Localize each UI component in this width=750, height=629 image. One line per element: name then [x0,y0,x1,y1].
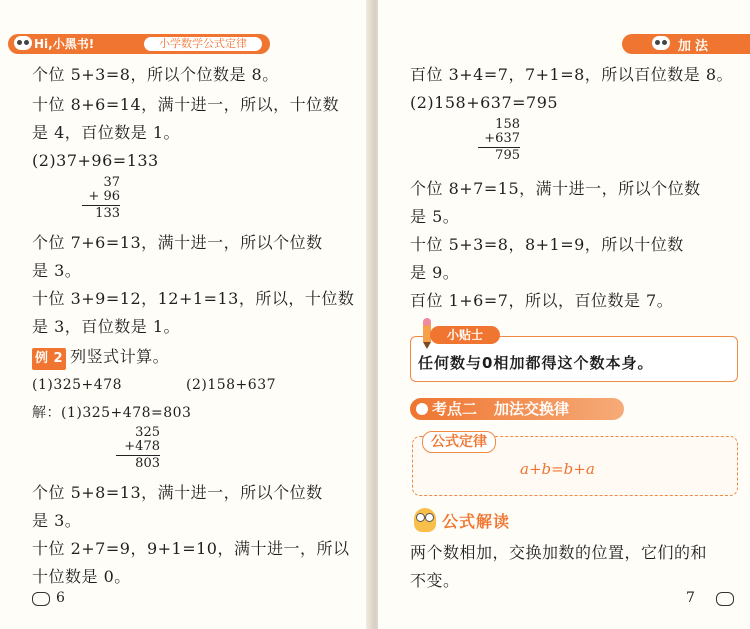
text-line: 十位 5+3=8，8+1=9，所以十位数 [410,235,684,254]
text-line: 个位 7+6=13，满十进一，所以个位数 [32,233,323,252]
owl-icon [414,508,436,532]
formula-label: 公式定律 [422,431,496,453]
sum-result: 795 [495,148,520,163]
exam-point-title: 加法交换律 [494,400,570,418]
text-line: 是 5。 [410,207,460,226]
left-page [0,0,372,629]
tip-badge: 小贴士 [430,326,500,344]
vertical-calculation [478,118,520,163]
right-page-header [622,34,750,54]
bullet-icon [416,403,428,415]
vertical-calculation [116,426,160,471]
text-line: 是 3。 [32,261,82,280]
operand-top: 37 [103,175,120,190]
page-number: 6 [56,590,65,606]
text-line: 是 4，百位数是 1。 [32,123,181,142]
right-page [378,0,750,629]
vertical-calculation [82,176,120,221]
operand-bottom: + 96 [88,189,120,204]
book-subtitle: 小学数学公式定律 [143,36,263,52]
text-line: 是 3。 [32,511,82,530]
text-line: (2)158+637=795 [410,93,559,112]
solution-line: 解：(1)325+478=803 [32,405,192,421]
text-line: 百位 3+4=7，7+1=8，所以百位数是 8。 [410,65,734,84]
cartoon-face-icon [652,36,670,50]
text-line: 十位 2+7=9，9+1=10，满十进一，所以 [32,539,350,558]
formula-text: a+b=b+a [520,460,595,478]
text-line: 个位 5+3=8，所以个位数是 8。 [32,65,279,84]
cartoon-face-icon [14,36,32,50]
cartoon-face-icon [716,592,734,606]
example-heading [32,346,169,370]
text-line: 十位 8+6=14，满十进一，所以，十位数 [32,95,340,114]
exam-point-bar [410,398,624,420]
operand-bottom: +478 [124,439,160,454]
example-title: 列竖式计算。 [70,347,170,366]
operand-top: 158 [495,117,520,132]
text-line: 是 9。 [410,263,460,282]
sum-result: 803 [135,456,160,471]
operand-bottom: +637 [484,131,520,146]
interpretation-label: 公式解读 [442,512,511,531]
exam-point-label: 考点二 [432,400,478,418]
chapter-label: 加法 [678,39,713,54]
operand-top: 325 [135,425,160,440]
sum-result: 133 [95,206,120,221]
cartoon-face-icon [32,592,50,606]
page-number: 7 [686,590,695,606]
text-line: 两个数相加，交换加数的位置，它们的和 [410,543,708,562]
text-line: 十位 3+9=12，12+1=13，所以，十位数 [32,289,355,308]
text-line: 是 3，百位数是 1。 [32,317,181,336]
example-badge: 例 2 [32,348,66,370]
text-line: 个位 5+8=13，满十进一，所以个位数 [32,483,323,502]
example-question-2: (2)158+637 [186,377,277,393]
left-page-header [8,34,270,54]
text-line: 个位 8+7=15，满十进一，所以个位数 [410,179,701,198]
text-line: 不变。 [410,571,460,590]
tip-text: 任何数与0相加都得这个数本身。 [418,354,654,372]
book-title: Hi,小黑书! [34,37,95,51]
text-line: 十位数是 0。 [32,567,131,586]
text-line: 百位 1+6=7，所以，百位数是 7。 [410,291,674,310]
example-question-1: (1)325+478 [32,377,123,393]
text-line: (2)37+96=133 [32,151,159,170]
